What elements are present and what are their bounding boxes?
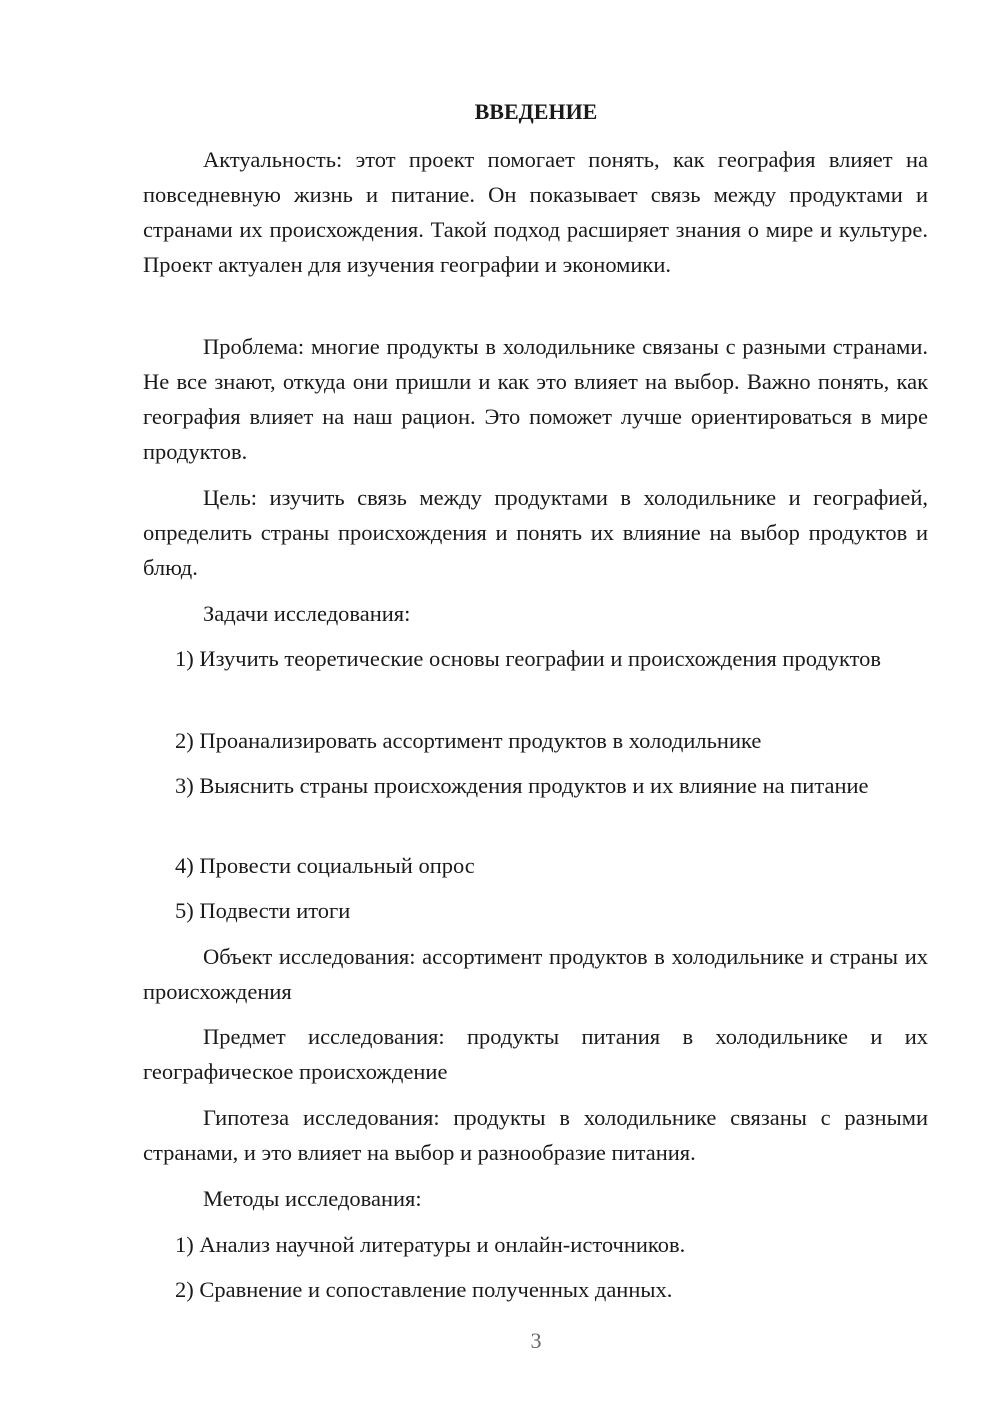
subject-paragraph: Предмет исследования: продукты питания в холодильнике и их географическое происхождение xyxy=(143,1024,928,1084)
relevance-paragraph: Актуальность: этот проект помогает понять, как география влияет на повседневную жизнь и питание. Он показывает связь между продуктами и странами их происхождения. Такой подход расширяет знания о мире и культуре. Проект актуален для изучения географии и экономики. xyxy=(143,147,928,277)
section-title: ВВЕДЕНИЕ xyxy=(474,99,598,124)
tasks-heading: Задачи исследования: xyxy=(203,601,411,626)
task-item-4: 4) Провести социальный опрос xyxy=(175,853,475,878)
task-item-2: 2) Проанализировать ассортимент продуктов в холодильнике xyxy=(175,728,762,753)
methods-heading: Методы исследования: xyxy=(203,1186,422,1211)
method-item-2: 2) Сравнение и сопоставление полученных данных. xyxy=(175,1277,673,1302)
goal-paragraph: Цель: изучить связь между продуктами в холодильнике и географией, определить страны происхождения и понять их влияние на выбор продуктов и блюд. xyxy=(143,485,928,580)
task-item-1: 1) Изучить теоретические основы географии и происхождения продуктов xyxy=(175,646,882,671)
task-item-5: 5) Подвести итоги xyxy=(175,898,351,923)
problem-paragraph: Проблема: многие продукты в холодильнике связаны с разными странами. Не все знают, откуда они пришли и как это влияет на выбор. Важно понять, как география влияет на наш рацион. Это поможет лучше ориентироваться в мире продуктов. xyxy=(143,334,928,464)
page-number: 3 xyxy=(530,1328,542,1353)
hypothesis-paragraph: Гипотеза исследования: продукты в холодильнике связаны с разными странами, и это влияет на выбор и разнообразие питания. xyxy=(143,1105,928,1165)
method-item-1: 1) Анализ научной литературы и онлайн-источников. xyxy=(175,1232,686,1257)
object-paragraph: Объект исследования: ассортимент продуктов в холодильнике и страны их происхождения xyxy=(143,944,928,1004)
task-item-3: 3) Выяснить страны происхождения продуктов и их влияние на питание xyxy=(175,773,869,798)
